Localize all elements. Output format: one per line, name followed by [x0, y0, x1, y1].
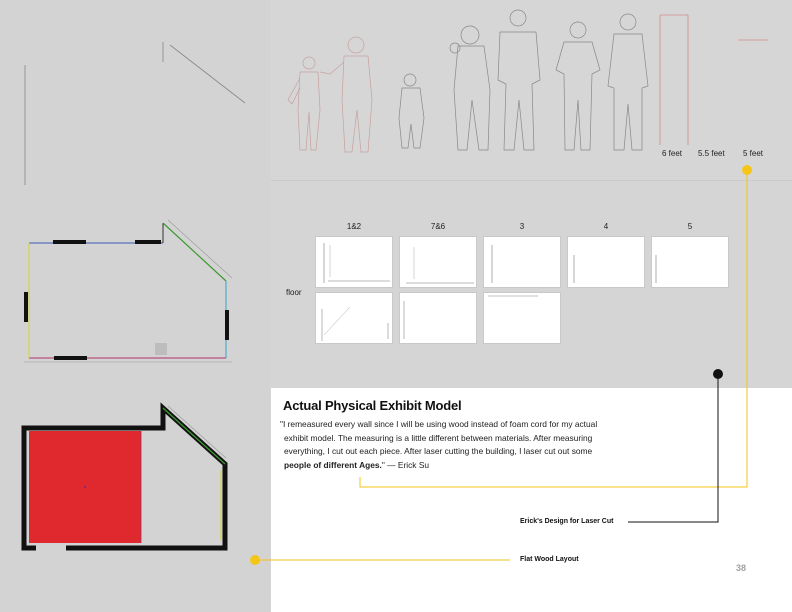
- column-label-1-2: 1&2: [346, 222, 362, 231]
- cut-tile: [567, 236, 645, 288]
- cut-tile: [399, 236, 477, 288]
- silhouette-man-middle: [498, 10, 540, 150]
- height-label-5ft: 5 feet: [743, 149, 764, 158]
- quote-line-2: exhibit model. The measuring is a little different between materials. After measuring: [284, 432, 593, 443]
- cut-tile: [483, 292, 561, 344]
- callout-flat-layout: Flat Wood Layout: [520, 556, 579, 563]
- quote-line-4: [280, 459, 635, 473]
- black-marker: [713, 369, 723, 379]
- article-title: Actual Physical Exhibit Model: [283, 398, 462, 413]
- column-label-4: 4: [603, 222, 609, 231]
- callout-laser-design: Erick's Design for Laser Cut: [520, 518, 614, 525]
- yellow-marker-top: [742, 165, 752, 175]
- page-number: 38: [736, 563, 747, 573]
- quote-attribution: " — Erick Su: [381, 459, 430, 470]
- cut-tile: [399, 292, 477, 344]
- yellow-marker-bottom: [250, 555, 260, 565]
- callout-line-black: [628, 374, 718, 522]
- cut-tile: [315, 236, 393, 288]
- height-label-5-5ft: 5.5 feet: [698, 149, 725, 158]
- quote-line-1: "I remeasured every wall since I will be using wood instead of foam cord for my actual: [280, 419, 598, 429]
- silhouette-adult-left: [320, 37, 372, 152]
- quote-line-3: everything, I cut out each piece. After laser cutting the building, I laser cut out some: [284, 446, 593, 457]
- sketch-line: [170, 45, 245, 103]
- cut-tile: [651, 236, 729, 288]
- silhouette-man-right: [608, 14, 648, 150]
- cut-tile: [315, 292, 393, 344]
- column-label-7-6: 7&6: [430, 222, 446, 231]
- cut-tile: [483, 236, 561, 288]
- height-label-6ft: 6 feet: [662, 149, 683, 158]
- floor-plan-outline: [24, 220, 232, 362]
- flat-wood-layout-plan: [24, 406, 226, 551]
- row-label-floor: floor: [286, 288, 302, 297]
- article-quote: [280, 418, 635, 472]
- silhouette-child-left: [288, 57, 320, 150]
- silhouette-man-arms: [556, 22, 600, 150]
- column-label-3: 3: [519, 222, 525, 231]
- column-label-5: 5: [687, 222, 693, 231]
- quote-emphasis: people of different Ages.: [284, 459, 382, 470]
- silhouette-toddler: [399, 74, 424, 148]
- silhouette-woman: [450, 26, 490, 150]
